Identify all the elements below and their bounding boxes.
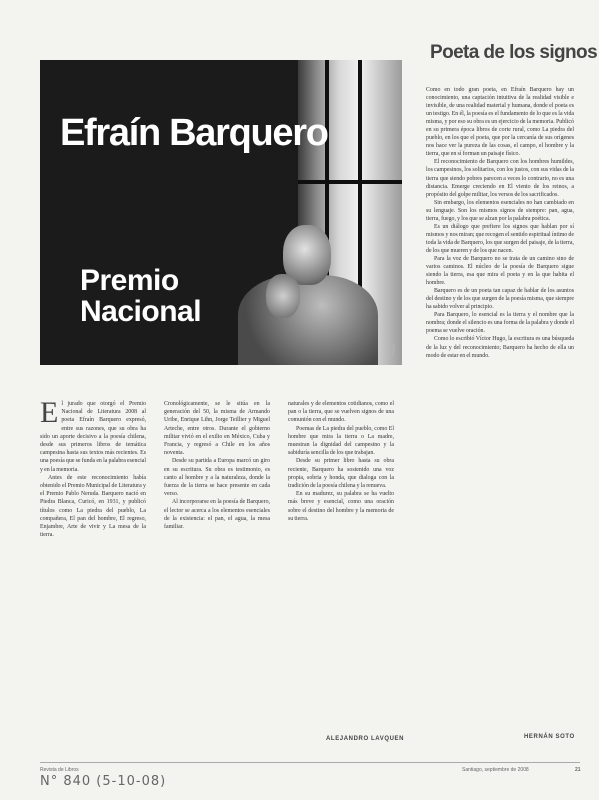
footer-date: Santiago, septiembre de 2008 [462,767,529,773]
side-article-body [426,86,574,360]
paragraph: naturales y de elementos cotidianos, como el pan o la tierra, que se vuelven signos de una comunión con el mundo. [288,401,394,424]
window-frame [298,180,402,184]
header-strip [40,14,410,23]
paragraph: El reconocimiento de Barquero con los hombres humildes, los campesinos, los solitarios, con los justos, con sus vidas de la tierra que siendo pobres parecen a veces lo contrario, no es una distancia. Emerge creciendo en El viento de los reinos, a propósito del golpe militar, los versos de los sacrificados. [426,159,574,198]
page-number: 21 [575,767,581,773]
paragraph: Para la voz de Barquero no se trata de un camino sino de varios caminos. El núcleo de la poesía de Barquero sigue siendo la tierra, esa que mira el poeta y en la que habita el hombre. [426,255,574,287]
paragraph: Desde su partida a Europa marcó un giro en su escritura. Su obra es testimonio, es canto al hombre y a la naturaleza, donde la fuerza de la tierra se hace presente en cada verso. [164,458,270,498]
poet-figure-hand [266,274,300,318]
paragraph-text: l jurado que otorgó el Premio Nacional de Literatura 2008 al poeta Efraín Barquero expresó, entre sus razones, que su obra ha sido un aporte decisivo a la poesía chilena, desde sus primeros libros de temática campesina hasta sus textos más recientes. Es una poesía que se funda en la palabra esencial y en la memoria. [40,401,146,473]
page-subtitle [80,265,201,327]
page-title: Efraín Barquero [60,112,328,154]
footer-publication: Revista de Libros [40,767,79,773]
main-article-column-3 [288,400,394,523]
paragraph: Como en todo gran poeta, en Efraín Barquero hay un conocimiento, una captación intuitiva de la realidad visible e invisible, de una realidad material y humana, donde el poeta es un testigo. En él, la poesía es el fundamento de lo que es la vida misma, y por eso su obra es un ejercicio de la memoria. Publicó en su primera época libros de corte rural, como La piedra del pueblo, en los que el poeta, que por la cercanía de sus orígenes nos hace ver la pureza de las cosas, el campo, el hombre y la tierra, que en sí forman un paisaje físico. [426,87,574,158]
poet-photo [40,60,402,365]
poet-figure-body [238,275,378,365]
paragraph: Al incorporarse en la poesía de Barquero, el lector se acerca a los elementos esenciales de la existencia: el pan, el agua, la mesa familiar. [164,499,270,531]
paragraph: Barquero es de un poeta tan capaz de hablar de los asuntos del destino y de los que surgen de la poesía misma, que siempre ha sabido volver al principio. [426,288,574,311]
side-article-byline: HERNÁN SOTO [524,734,575,740]
paragraph: Como lo escribió Víctor Hugo, la escritura es una búsqueda de la luz y del reconocimiento; Barquero ha hecho de ella un modo de estar en el mundo. [426,336,574,359]
paragraph [40,396,146,474]
paragraph: Poemas de La piedra del pueblo, como El hombre que mira la tierra o La madre, muestran la dignidad del campesino y la sabiduría sencilla de los que trabajan. [288,425,394,457]
paragraph: Desde su primer libro hasta su obra reciente, Barquero ha sostenido una voz propia, sobria y honda, que dialoga con la tradición de la poesía chilena y la renueva. [288,458,394,490]
paragraph: Sin embargo, los elementos esenciales no han cambiado en su lenguaje. Son los mismos signos de siempre: pan, agua, tierra, fuego, y los que se alzan por la palabra poética. [426,199,574,222]
main-article-column-1 [40,396,146,539]
paragraph: Cronológicamente, se le sitúa en la generación del 50, la misma de Armando Uribe, Enrique Lihn, Jorge Teillier y Miguel Arteche, entre otros. Durante el gobierno militar vivió en el exilio en México, Cuba y Francia, y regresó a Chile en los años noventa. [164,401,270,457]
paragraph: Para Barquero, lo esencial es la tierra y el nombre que la nombra; donde el silencio es una forma de la palabra y donde el poema se vuelve oración. [426,312,574,335]
photo-credit: FOTO [391,343,396,355]
subtitle-line: Premio [80,264,179,297]
drop-cap: E [40,396,59,429]
paragraph: En su madurez, su palabra se ha vuelto más breve y esencial, como una oración sobre el destino del hombre y la memoria de su tierra. [288,491,394,522]
paragraph: Es un diálogo que prefiere los signos que hablan por sí mismos y nos miran; que recogen el sentido espiritual íntimo de toda la vida de Barquero, los que surgen del paisaje, de la tierra, de los que mueren y de los que nacen. [426,223,574,254]
side-article-title: Poeta de los signos [430,42,598,63]
paragraph: Antes de este reconocimiento había obtenido el Premio Municipal de Literatura y el Premio Pablo Neruda. Barquero nació en Piedra Blanca, Curicó, en 1931, y publicó títulos como La piedra del pueblo, La compañera, El pan del hombre, El regreso, Enjambre, Arte de vivir y La mesa de la tierra. [40,474,146,539]
handwritten-note: N° 840 (5-10-08) [40,774,167,789]
subtitle-line: Nacional [80,295,202,328]
main-article-byline: ALEJANDRO LAVQUEN [326,736,405,742]
main-article-column-2 [164,400,270,531]
footer-divider [40,762,580,763]
